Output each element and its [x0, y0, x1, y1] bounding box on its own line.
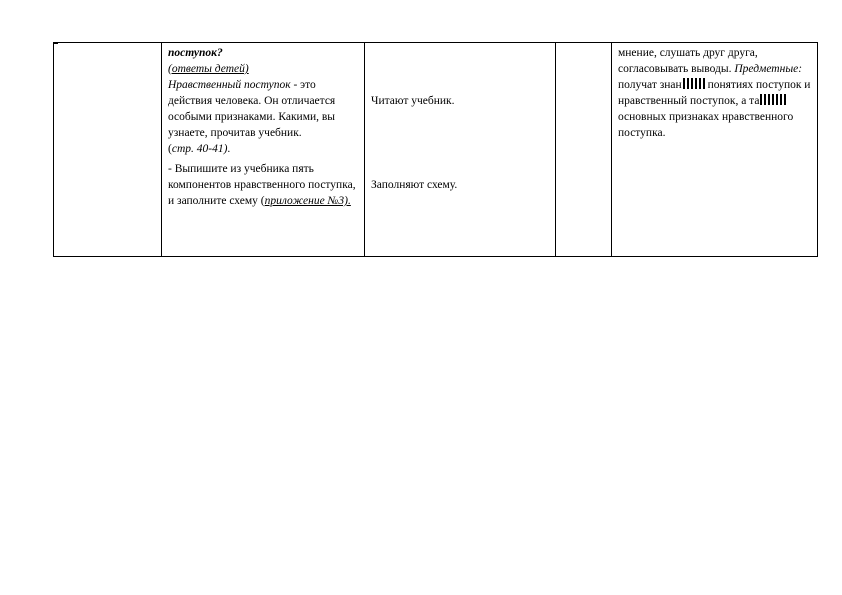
teacher-activity-text [168, 45, 360, 209]
appendix-link: приложение №3). [264, 195, 351, 207]
page-reference [168, 141, 360, 157]
outcome-subject-text-c: основных признаках нравственного поступка. [618, 111, 794, 139]
definition-paragraph [168, 77, 360, 141]
definition-text: - это действия человека. Он отличается особыми признаками. Какими, вы узнаете, прочитав учебник. [168, 79, 336, 139]
outcome-communicative: мнение, слушать друг друга, согласовывать выводы. [618, 47, 758, 75]
task-text: - Выпишите из учебника пять компонентов нравственного поступка, и заполните схему ( [168, 163, 356, 207]
table-corner-mark [53, 42, 58, 44]
table-cell-outcomes [612, 43, 818, 256]
question-line: поступок? [168, 47, 223, 59]
overlapping-glyphs-mark [683, 78, 705, 89]
table-cell-stage [54, 43, 162, 256]
outcome-subject-text-a: получат знан [618, 79, 682, 91]
children-answers: (ответы детей) [168, 63, 249, 75]
task-paragraph [168, 161, 360, 209]
page-reference-close: . [227, 143, 231, 155]
table-cell-teacher-activity [162, 43, 365, 256]
student-action-read: Читают учебник. [371, 95, 455, 107]
lesson-table [53, 42, 818, 257]
outcome-subject-text-b: понятиях поступок и нравственный поступок, а та [618, 79, 811, 107]
table-cell-empty [556, 43, 612, 256]
page-reference-open: ( [168, 143, 172, 155]
definition-term: Нравственный поступок [168, 79, 291, 91]
overlapping-glyphs-mark [760, 94, 786, 105]
student-action-fill: Заполняют схему. [371, 179, 458, 191]
table-cell-student-activity [365, 43, 556, 256]
outcomes-text [618, 45, 814, 141]
outcome-subject-label: Предметные: [734, 63, 803, 75]
page-reference-pages: стр. 40-41) [171, 143, 228, 155]
